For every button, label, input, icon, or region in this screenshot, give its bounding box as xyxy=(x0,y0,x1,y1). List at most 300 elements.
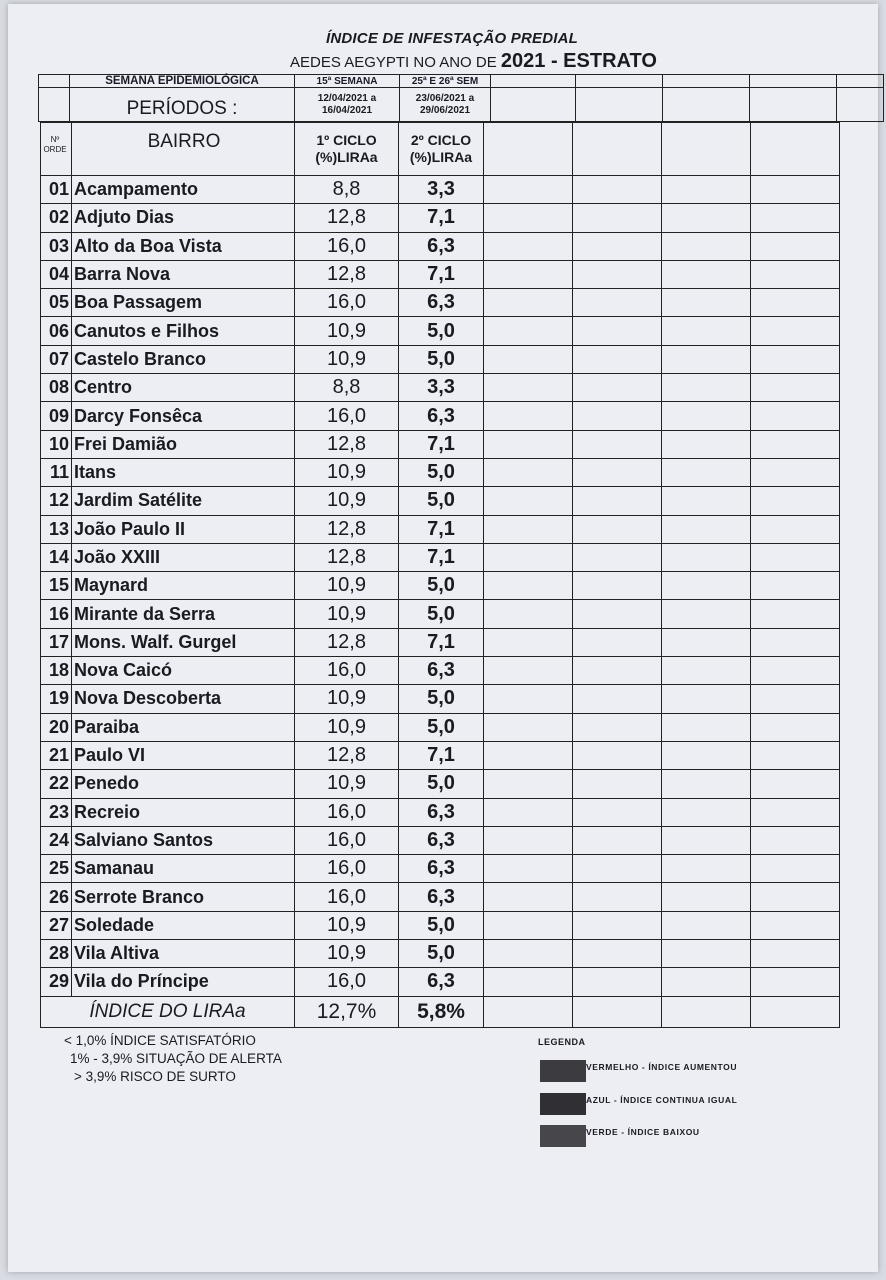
row-ciclo1: 10,9 xyxy=(295,770,399,798)
empty-cell xyxy=(662,741,751,769)
row-number: 13 xyxy=(41,515,72,543)
empty-cell xyxy=(573,940,662,968)
row-ciclo2: 5,0 xyxy=(399,317,484,345)
empty-cell xyxy=(662,515,751,543)
table-row xyxy=(41,968,840,996)
empty-cell xyxy=(751,600,840,628)
row-ciclo2: 5,0 xyxy=(399,572,484,600)
row-ciclo1: 16,0 xyxy=(295,855,399,883)
row-number: 16 xyxy=(41,600,72,628)
empty-cell xyxy=(484,289,573,317)
empty-cell xyxy=(484,770,573,798)
row-ciclo1: 16,0 xyxy=(295,968,399,996)
table-row xyxy=(41,657,840,685)
row-bairro: Soledade xyxy=(72,911,295,939)
table-row xyxy=(41,458,840,486)
legend-label: VERMELHO - ÍNDICE AUMENTOU xyxy=(586,1062,738,1072)
empty-cell xyxy=(484,204,573,232)
row-number: 20 xyxy=(41,713,72,741)
table-row xyxy=(41,855,840,883)
empty-cell xyxy=(573,515,662,543)
empty-cell xyxy=(662,826,751,854)
row-ciclo2: 6,3 xyxy=(399,968,484,996)
empty-cell xyxy=(751,996,840,1027)
row-number: 18 xyxy=(41,657,72,685)
row-ciclo1: 10,9 xyxy=(295,317,399,345)
empty-cell xyxy=(484,260,573,288)
legend-item-vermelho xyxy=(540,1060,737,1082)
empty-cell xyxy=(573,317,662,345)
empty-cell xyxy=(573,345,662,373)
table-row xyxy=(41,260,840,288)
table-row xyxy=(41,770,840,798)
empty-cell xyxy=(573,713,662,741)
empty-cell xyxy=(662,713,751,741)
row-ciclo1: 10,9 xyxy=(295,572,399,600)
empty-cell xyxy=(662,940,751,968)
row-ciclo1: 10,9 xyxy=(295,600,399,628)
empty-cell xyxy=(662,487,751,515)
col-no-header: Nº ORDE xyxy=(41,123,72,176)
empty-cell xyxy=(484,911,573,939)
empty-cell xyxy=(573,968,662,996)
empty-cell xyxy=(573,996,662,1027)
empty-cell xyxy=(662,600,751,628)
empty-cell xyxy=(573,600,662,628)
table-row xyxy=(41,232,840,260)
note-surto: > 3,9% RISCO DE SURTO xyxy=(74,1069,236,1084)
empty-cell xyxy=(751,713,840,741)
row-ciclo1: 12,8 xyxy=(295,741,399,769)
row-ciclo2: 5,0 xyxy=(399,911,484,939)
row-ciclo1: 10,9 xyxy=(295,487,399,515)
row-number: 23 xyxy=(41,798,72,826)
empty-cell xyxy=(662,628,751,656)
row-bairro: Serrote Branco xyxy=(72,883,295,911)
row-ciclo2: 5,0 xyxy=(399,487,484,515)
total-label: ÍNDICE DO LIRAa xyxy=(41,996,295,1027)
row-ciclo1: 12,8 xyxy=(295,430,399,458)
table-row xyxy=(41,345,840,373)
empty-cell xyxy=(573,798,662,826)
row-ciclo1: 12,8 xyxy=(295,204,399,232)
row-bairro: Adjuto Dias xyxy=(72,204,295,232)
empty-cell xyxy=(484,855,573,883)
empty-cell xyxy=(573,883,662,911)
row-ciclo1: 16,0 xyxy=(295,232,399,260)
empty-cell xyxy=(484,515,573,543)
empty-cell xyxy=(662,176,751,204)
empty-cell xyxy=(662,996,751,1027)
table-row xyxy=(41,798,840,826)
empty-cell xyxy=(751,345,840,373)
empty-cell xyxy=(573,741,662,769)
table-row xyxy=(41,487,840,515)
empty-cell xyxy=(484,572,573,600)
row-number: 10 xyxy=(41,430,72,458)
legend-title: LEGENDA xyxy=(538,1037,586,1047)
empty-cell xyxy=(751,317,840,345)
row-ciclo2: 7,1 xyxy=(399,260,484,288)
empty-cell xyxy=(573,657,662,685)
empty-cell xyxy=(484,798,573,826)
subtitle-prefix: AEDES AEGYPTI NO ANO DE xyxy=(290,54,501,71)
legend-item-verde xyxy=(540,1125,700,1147)
row-bairro: Vila do Príncipe xyxy=(72,968,295,996)
row-ciclo2: 7,1 xyxy=(399,543,484,571)
legend-swatch xyxy=(540,1093,586,1115)
table-row xyxy=(41,911,840,939)
empty-cell xyxy=(751,515,840,543)
row-bairro: Itans xyxy=(72,458,295,486)
table-row xyxy=(41,317,840,345)
empty-cell xyxy=(751,458,840,486)
subtitle-year-strata: 2021 - ESTRATO xyxy=(500,50,657,72)
empty-cell xyxy=(751,855,840,883)
row-number: 14 xyxy=(41,543,72,571)
total-row xyxy=(41,996,840,1027)
row-ciclo1: 12,8 xyxy=(295,628,399,656)
empty-cell xyxy=(573,458,662,486)
empty-cell xyxy=(573,289,662,317)
row-number: 09 xyxy=(41,402,72,430)
row-ciclo1: 16,0 xyxy=(295,826,399,854)
table-row xyxy=(41,600,840,628)
total-ciclo2: 5,8% xyxy=(399,996,484,1027)
row-number: 17 xyxy=(41,628,72,656)
empty-cell xyxy=(662,685,751,713)
empty-cell xyxy=(484,657,573,685)
table-row xyxy=(41,940,840,968)
row-ciclo2: 6,3 xyxy=(399,826,484,854)
row-number: 07 xyxy=(41,345,72,373)
row-bairro: Alto da Boa Vista xyxy=(72,232,295,260)
row-ciclo2: 6,3 xyxy=(399,232,484,260)
empty-cell xyxy=(751,374,840,402)
empty-cell xyxy=(751,798,840,826)
empty-cell xyxy=(573,543,662,571)
legend-swatch xyxy=(540,1125,586,1147)
empty-cell xyxy=(751,487,840,515)
empty-cell xyxy=(751,430,840,458)
empty-cell xyxy=(573,685,662,713)
col2-week: 25ª E 26ª SEM xyxy=(400,75,491,88)
table-row xyxy=(41,374,840,402)
row-bairro: João XXIII xyxy=(72,543,295,571)
row-ciclo2: 5,0 xyxy=(399,345,484,373)
row-ciclo1: 8,8 xyxy=(295,374,399,402)
empty-cell xyxy=(484,487,573,515)
empty-cell xyxy=(484,176,573,204)
row-ciclo2: 5,0 xyxy=(399,713,484,741)
row-ciclo2: 5,0 xyxy=(399,770,484,798)
table-row xyxy=(41,402,840,430)
row-bairro: Paulo VI xyxy=(72,741,295,769)
empty-cell xyxy=(662,374,751,402)
empty-cell xyxy=(751,204,840,232)
row-number: 29 xyxy=(41,968,72,996)
table-row xyxy=(41,515,840,543)
empty-cell xyxy=(573,176,662,204)
empty-cell xyxy=(573,430,662,458)
empty-cell xyxy=(751,685,840,713)
row-bairro: Salviano Santos xyxy=(72,826,295,854)
row-ciclo1: 10,9 xyxy=(295,911,399,939)
row-number: 24 xyxy=(41,826,72,854)
row-ciclo2: 7,1 xyxy=(399,628,484,656)
row-number: 15 xyxy=(41,572,72,600)
empty-cell xyxy=(484,600,573,628)
empty-cell xyxy=(484,345,573,373)
row-ciclo1: 16,0 xyxy=(295,402,399,430)
row-ciclo1: 10,9 xyxy=(295,458,399,486)
empty-cell xyxy=(662,883,751,911)
empty-cell xyxy=(751,289,840,317)
empty-cell xyxy=(484,402,573,430)
table-row xyxy=(41,204,840,232)
row-ciclo1: 10,9 xyxy=(295,345,399,373)
row-ciclo1: 8,8 xyxy=(295,176,399,204)
row-ciclo2: 6,3 xyxy=(399,657,484,685)
empty-cell xyxy=(751,543,840,571)
row-number: 11 xyxy=(41,458,72,486)
row-bairro: Recreio xyxy=(72,798,295,826)
empty-cell xyxy=(751,968,840,996)
empty-cell xyxy=(662,770,751,798)
table-row xyxy=(41,628,840,656)
row-number: 05 xyxy=(41,289,72,317)
empty-cell xyxy=(573,628,662,656)
empty-cell xyxy=(662,317,751,345)
row-bairro: Samanau xyxy=(72,855,295,883)
empty-cell xyxy=(573,770,662,798)
row-bairro: Mirante da Serra xyxy=(72,600,295,628)
row-ciclo2: 5,0 xyxy=(399,685,484,713)
empty-cell xyxy=(573,232,662,260)
empty-cell xyxy=(484,458,573,486)
row-number: 06 xyxy=(41,317,72,345)
empty-cell xyxy=(573,402,662,430)
empty-cell xyxy=(484,374,573,402)
empty-cell xyxy=(751,260,840,288)
row-bairro: Acampamento xyxy=(72,176,295,204)
empty-cell xyxy=(751,741,840,769)
empty-cell xyxy=(573,572,662,600)
row-number: 19 xyxy=(41,685,72,713)
empty-cell xyxy=(751,628,840,656)
row-ciclo1: 12,8 xyxy=(295,543,399,571)
row-ciclo1: 16,0 xyxy=(295,657,399,685)
row-ciclo2: 6,3 xyxy=(399,402,484,430)
row-ciclo1: 16,0 xyxy=(295,798,399,826)
empty-cell xyxy=(484,232,573,260)
row-bairro: Canutos e Filhos xyxy=(72,317,295,345)
empty-cell xyxy=(573,374,662,402)
empty-cell xyxy=(662,543,751,571)
row-bairro: Castelo Branco xyxy=(72,345,295,373)
row-ciclo2: 3,3 xyxy=(399,374,484,402)
row-bairro: Mons. Walf. Gurgel xyxy=(72,628,295,656)
row-bairro: Vila Altiva xyxy=(72,940,295,968)
table-row xyxy=(41,741,840,769)
empty-cell xyxy=(662,572,751,600)
col1-dates: 12/04/2021 a 16/04/2021 xyxy=(295,88,400,122)
row-ciclo2: 6,3 xyxy=(399,289,484,317)
row-number: 22 xyxy=(41,770,72,798)
empty-cell xyxy=(573,487,662,515)
empty-cell xyxy=(751,402,840,430)
note-satisfatorio: < 1,0% ÍNDICE SATISFATÓRIO xyxy=(64,1033,256,1048)
table-row xyxy=(41,176,840,204)
col-ciclo1-header: 1º CICLO (%)LIRAa xyxy=(295,123,399,176)
legend-label: VERDE - ÍNDICE BAIXOU xyxy=(586,1127,700,1137)
row-number: 01 xyxy=(41,176,72,204)
empty-cell xyxy=(751,770,840,798)
document-title: ÍNDICE DE INFESTAÇÃO PREDIAL xyxy=(326,30,579,47)
col-ciclo2-header: 2º CICLO (%)LIRAa xyxy=(399,123,484,176)
row-bairro: Paraiba xyxy=(72,713,295,741)
row-bairro: Frei Damião xyxy=(72,430,295,458)
row-number: 08 xyxy=(41,374,72,402)
legend-swatch xyxy=(540,1060,586,1082)
row-bairro: Darcy Fonsêca xyxy=(72,402,295,430)
header-table xyxy=(38,74,884,122)
empty-cell xyxy=(662,289,751,317)
empty-cell xyxy=(573,204,662,232)
row-bairro: Jardim Satélite xyxy=(72,487,295,515)
empty-cell xyxy=(751,176,840,204)
empty-cell xyxy=(662,430,751,458)
row-number: 25 xyxy=(41,855,72,883)
empty-cell xyxy=(573,911,662,939)
empty-cell xyxy=(662,345,751,373)
empty-cell xyxy=(484,826,573,854)
row-bairro: Nova Caicó xyxy=(72,657,295,685)
row-ciclo1: 10,9 xyxy=(295,713,399,741)
table-row xyxy=(41,430,840,458)
row-ciclo2: 7,1 xyxy=(399,430,484,458)
row-ciclo2: 5,0 xyxy=(399,458,484,486)
empty-cell xyxy=(484,741,573,769)
empty-cell xyxy=(573,260,662,288)
row-number: 04 xyxy=(41,260,72,288)
total-ciclo1: 12,7% xyxy=(295,996,399,1027)
row-ciclo2: 7,1 xyxy=(399,515,484,543)
row-bairro: Barra Nova xyxy=(72,260,295,288)
empty-cell xyxy=(662,968,751,996)
empty-cell xyxy=(751,572,840,600)
empty-cell xyxy=(484,628,573,656)
empty-cell xyxy=(662,204,751,232)
legend-item-azul xyxy=(540,1093,737,1115)
empty-cell xyxy=(751,657,840,685)
empty-cell xyxy=(484,317,573,345)
empty-cell xyxy=(751,232,840,260)
row-bairro: Maynard xyxy=(72,572,295,600)
row-bairro: Nova Descoberta xyxy=(72,685,295,713)
row-ciclo1: 16,0 xyxy=(295,883,399,911)
table-header-row xyxy=(41,123,840,176)
row-ciclo1: 12,8 xyxy=(295,515,399,543)
note-alerta: 1% - 3,9% SITUAÇÃO DE ALERTA xyxy=(70,1051,282,1066)
empty-cell xyxy=(484,685,573,713)
table-row xyxy=(41,883,840,911)
row-number: 27 xyxy=(41,911,72,939)
empty-cell xyxy=(751,911,840,939)
empty-cell xyxy=(484,968,573,996)
table-row xyxy=(41,572,840,600)
empty-cell xyxy=(751,883,840,911)
lira-table xyxy=(40,122,840,1028)
row-number: 26 xyxy=(41,883,72,911)
empty-cell xyxy=(484,883,573,911)
semana-label: SEMANA EPIDEMIOLÓGICA xyxy=(70,75,295,88)
table-row xyxy=(41,289,840,317)
document-subtitle xyxy=(290,50,657,73)
legend-label: AZUL - ÍNDICE CONTINUA IGUAL xyxy=(586,1095,738,1105)
row-number: 21 xyxy=(41,741,72,769)
row-ciclo2: 7,1 xyxy=(399,741,484,769)
col2-dates: 23/06/2021 a 29/06/2021 xyxy=(400,88,491,122)
empty-cell xyxy=(662,232,751,260)
row-bairro: João Paulo II xyxy=(72,515,295,543)
col-bairro-header: BAIRRO xyxy=(72,123,295,176)
row-number: 02 xyxy=(41,204,72,232)
empty-cell xyxy=(484,996,573,1027)
empty-cell xyxy=(484,543,573,571)
row-ciclo2: 5,0 xyxy=(399,940,484,968)
table-row xyxy=(41,685,840,713)
row-ciclo2: 3,3 xyxy=(399,176,484,204)
empty-cell xyxy=(662,798,751,826)
row-bairro: Centro xyxy=(72,374,295,402)
table-row xyxy=(41,713,840,741)
empty-cell xyxy=(573,855,662,883)
empty-cell xyxy=(662,855,751,883)
row-ciclo2: 5,0 xyxy=(399,600,484,628)
empty-cell xyxy=(484,713,573,741)
row-bairro: Penedo xyxy=(72,770,295,798)
empty-cell xyxy=(751,940,840,968)
empty-cell xyxy=(662,911,751,939)
row-ciclo1: 10,9 xyxy=(295,685,399,713)
row-number: 12 xyxy=(41,487,72,515)
row-ciclo1: 10,9 xyxy=(295,940,399,968)
threshold-notes xyxy=(64,1032,282,1086)
table-row xyxy=(41,826,840,854)
empty-cell xyxy=(662,458,751,486)
col1-week: 15ª SEMANA xyxy=(295,75,400,88)
empty-cell xyxy=(484,940,573,968)
empty-cell xyxy=(662,402,751,430)
empty-cell xyxy=(662,657,751,685)
empty-cell xyxy=(573,826,662,854)
row-bairro: Boa Passagem xyxy=(72,289,295,317)
row-ciclo1: 16,0 xyxy=(295,289,399,317)
empty-cell xyxy=(662,260,751,288)
table-row xyxy=(41,543,840,571)
row-ciclo2: 6,3 xyxy=(399,798,484,826)
row-number: 03 xyxy=(41,232,72,260)
row-number: 28 xyxy=(41,940,72,968)
empty-cell xyxy=(751,826,840,854)
row-ciclo2: 6,3 xyxy=(399,883,484,911)
row-ciclo2: 6,3 xyxy=(399,855,484,883)
row-ciclo1: 12,8 xyxy=(295,260,399,288)
row-ciclo2: 7,1 xyxy=(399,204,484,232)
empty-cell xyxy=(484,430,573,458)
periodos-label: PERÍODOS : xyxy=(70,88,295,122)
